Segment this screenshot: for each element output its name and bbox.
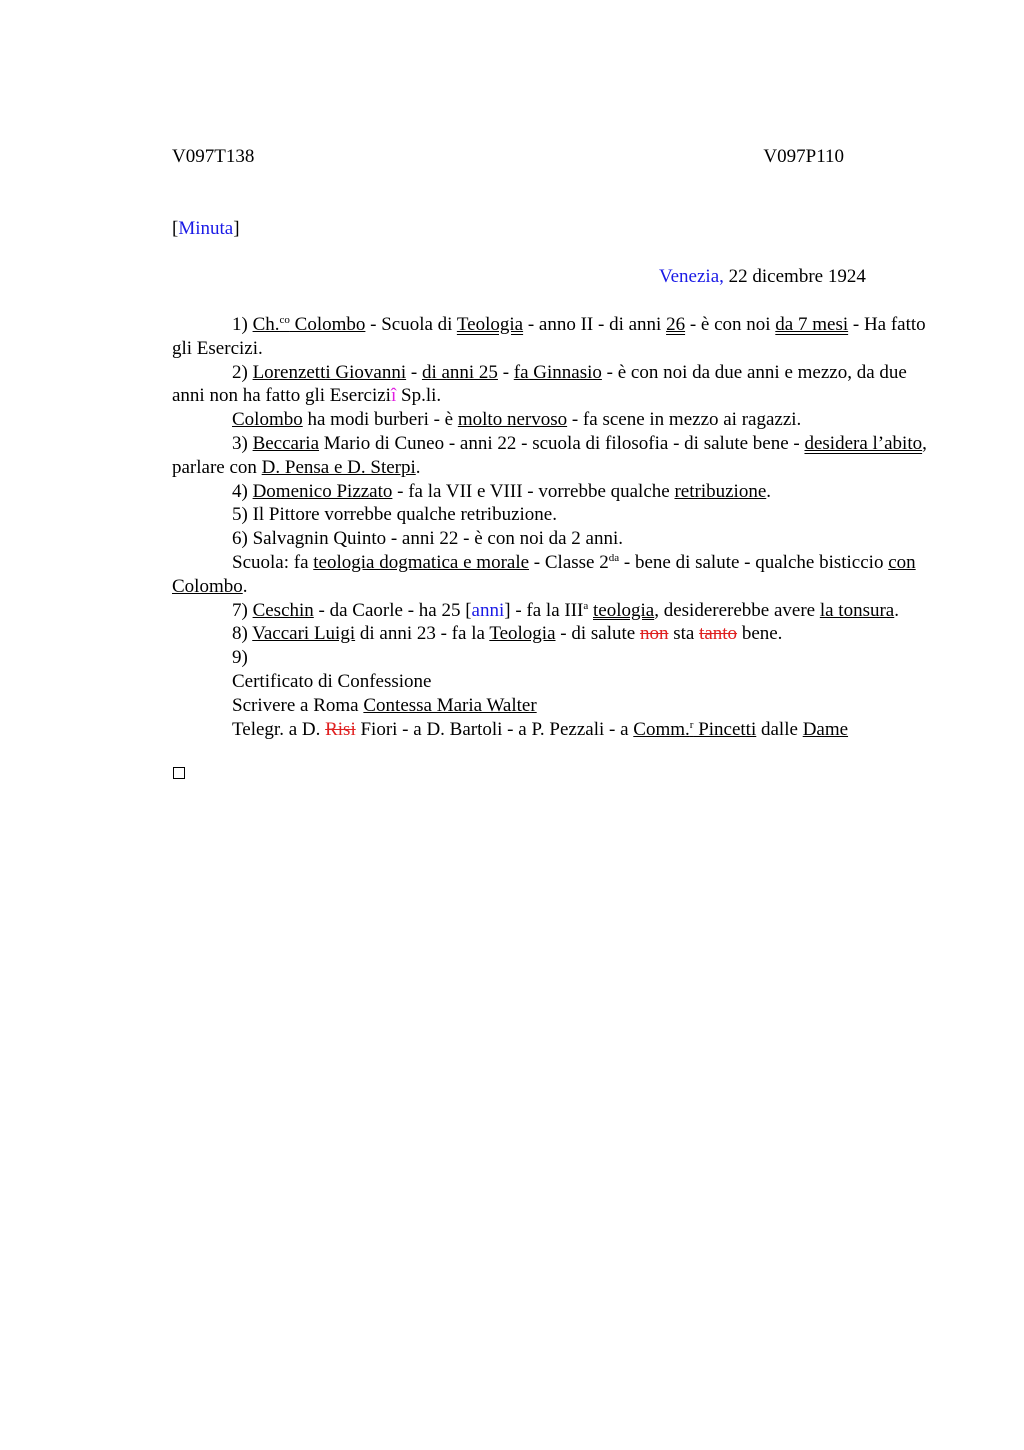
archive-codes (172, 146, 844, 170)
list-item: 7) Ceschin - da Caorle - ha 25 [anni] - fa la III$^a$ teologia, desidererebbe avere la tonsura. (232, 599, 899, 621)
list-item: Scuola: fa teologia dogmatica e morale - Classe $2^{da}$ - bene di salute - qualche bisticcio con Colombo. (172, 551, 916, 597)
list-item: 5) Il Pittore vorrebbe qualche retribuzione. (232, 504, 557, 526)
editorial-mark: î (390, 385, 397, 407)
archive-code-right: V097P110 (763, 146, 844, 167)
document-body (172, 313, 932, 741)
list-item: 1) Ch.$^{co}$ Colombo - Scuola di Teologia - anno II - di anni 26 - è con noi da 7 mesi - Ha fatto gli Esercizi. (172, 314, 926, 359)
list-item: 6) Salvagnin Quinto - anni 22 - è con noi da 2 anni. (232, 528, 624, 550)
list-item: 8) Vaccari Luigi di anni 23 - fa la Teologia - di salute non sta tanto bene. (232, 623, 783, 645)
list-item: 2) Lorenzetti Giovanni - di anni 25 - fa Ginnasio - è con noi da due anni e mezzo, da due anni non ha fatto gli Eserciziî Sp.li. (172, 361, 907, 407)
archive-code-left: V097T138 (172, 146, 255, 167)
minuta-label: Minuta (178, 218, 234, 239)
list-item: 4) Domenico Pizzato - fa la VII e VIII - vorrebbe qualche retribuzione. (232, 480, 772, 502)
deleted-text: non (639, 623, 669, 645)
document-type-label: [Minuta] (172, 218, 240, 239)
place: Venezia, (659, 266, 724, 287)
note-line: Scrivere a Roma Contessa Maria Walter (232, 694, 537, 716)
list-item: Colombo ha modi burberi - è molto nervoso - fa scene in mezzo ai ragazzi. (232, 409, 802, 431)
place-and-date (659, 266, 866, 288)
deleted-text: Risi (325, 718, 356, 740)
note-line: Certificato di Confessione (232, 670, 432, 692)
note-line: Telegr. a D. Risi Fiori - a D. Bartoli - a P. Pezzali - a Comm.$^r$ Pincetti dalle Dame (232, 718, 849, 740)
list-item: 9) (232, 647, 248, 669)
list-item: 3) Beccaria Mario di Cuneo - anni 22 - scuola di filosofia - di salute bene - desidera l’abito, parlare con D. Pensa e D. Sterpi. (172, 432, 927, 478)
date: 22 dicembre 1924 (723, 266, 866, 287)
end-square-icon (173, 767, 185, 779)
deleted-text: tanto (699, 623, 738, 645)
